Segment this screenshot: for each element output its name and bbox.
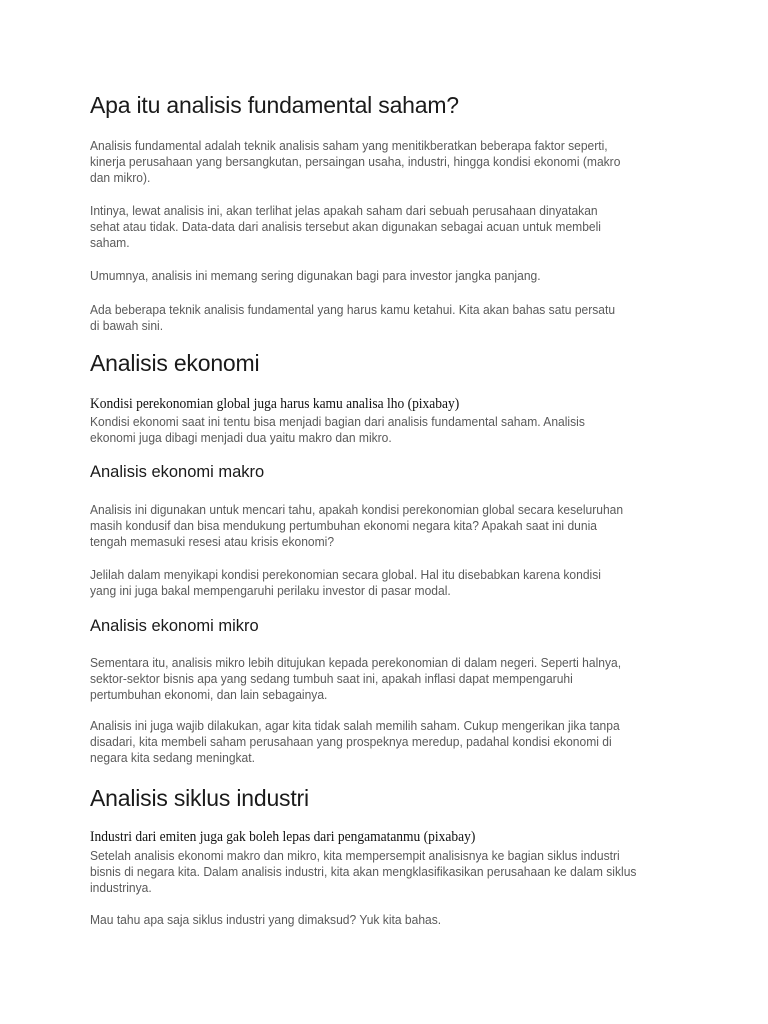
paragraph-line: Analisis ini juga wajib dilakukan, agar kita tidak salah memilih saham. Cukup mengerikan jika tanpa — [90, 719, 620, 733]
intro-paragraph-2 — [90, 203, 620, 251]
section-heading-analisis-ekonomi: Analisis ekonomi — [90, 350, 260, 376]
paragraph-line: Jelilah dalam menyikapi kondisi perekonomian secara global. Hal itu disebabkan karena kondisi — [90, 568, 601, 582]
paragraph-line: saham. — [90, 236, 130, 250]
paragraph-line: sektor-sektor bisnis apa yang sedang tumbuh saat ini, apakah inflasi dapat mempengaruhi — [90, 672, 573, 686]
section2-closing — [90, 912, 454, 928]
intro-paragraph-3 — [90, 268, 557, 284]
paragraph-line: Analisis ini digunakan untuk mencari tahu, apakah kondisi perekonomian global secara keseluruhan — [90, 503, 624, 517]
paragraph-line: pertumbuhan ekonomi, dan lain sebagainya. — [90, 688, 328, 702]
paragraph-line: tengah memasuki resesi atau krisis ekonomi? — [90, 535, 335, 549]
paragraph-line: Intinya, lewat analisis ini, akan terlihat jelas apakah saham dari sebuah perusahaan dinyatakan — [90, 204, 598, 218]
intro-paragraph-4 — [90, 302, 634, 334]
paragraph-line: Analisis fundamental adalah teknik analisis saham yang menitikberatkan beberapa faktor seperti, — [90, 139, 608, 153]
image-caption-industri: Industri dari emiten juga gak boleh lepas dari pengamatanmu (pixabay) — [90, 829, 476, 845]
paragraph-line: kinerja perusahaan yang bersangkutan, persaingan usaha, industri, hingga kondisi ekonomi (makro — [90, 155, 621, 169]
section-heading-siklus-industri: Analisis siklus industri — [90, 785, 309, 811]
paragraph-line: Setelah analisis ekonomi makro dan mikro, kita mempersempit analisisnya ke bagian siklus industri — [90, 849, 620, 863]
paragraph-line: ekonomi juga dibagi menjadi dua yaitu makro dan mikro. — [90, 431, 392, 445]
paragraph-line: yang ini juga bakal mempengaruhi perilaku investor di pasar modal. — [90, 584, 451, 598]
paragraph-line: Kondisi ekonomi saat ini tentu bisa menjadi bagian dari analisis fundamental saham. Analisis — [90, 415, 585, 429]
paragraph-line: negara kita sedang meningkat. — [90, 751, 255, 765]
article-title: Apa itu analisis fundamental saham? — [90, 92, 459, 118]
paragraph-line: industrinya. — [90, 881, 152, 895]
paragraph-line: sehat atau tidak. Data-data dari analisis tersebut akan digunakan sebagai acuan untuk membeli — [90, 220, 601, 234]
paragraph-line: Sementara itu, analisis mikro lebih ditujukan kepada perekonomian di dalam negeri. Seperti halnya, — [90, 656, 622, 670]
subheading-ekonomi-makro: Analisis ekonomi makro — [90, 463, 265, 481]
section2-body — [90, 848, 656, 896]
intro-paragraph-1 — [90, 138, 640, 186]
paragraph-line: di bawah sini. — [90, 319, 164, 333]
image-caption-ekonomi: Kondisi perekonomian global juga harus kamu analisa lho (pixabay) — [90, 396, 460, 412]
paragraph-line: bisnis di negara kita. Dalam analisis industri, kita akan mengklasifikasikan perusahaan ke dalam siklus — [90, 865, 637, 879]
mikro-paragraph-2 — [90, 718, 639, 766]
mikro-paragraph-1 — [90, 655, 640, 703]
paragraph-line: disadari, kita membeli saham perusahaan yang prospeknya meredup, padahal kondisi ekonomi di — [90, 735, 612, 749]
makro-paragraph-2 — [90, 567, 619, 599]
subheading-ekonomi-mikro: Analisis ekonomi mikro — [90, 617, 259, 635]
paragraph-line: Ada beberapa teknik analisis fundamental yang harus kamu ketahui. Kita akan bahas satu persatu — [90, 303, 616, 317]
section1-body — [90, 414, 603, 446]
paragraph-line: Umumnya, analisis ini memang sering digunakan bagi para investor jangka panjang. — [90, 269, 541, 283]
makro-paragraph-1 — [90, 502, 642, 550]
paragraph-line: Mau tahu apa saja siklus industri yang dimaksud? Yuk kita bahas. — [90, 913, 442, 927]
paragraph-line: masih kondusif dan bisa mendukung pertumbuhan ekonomi negara kita? Apakah saat ini dunia — [90, 519, 597, 533]
paragraph-line: dan mikro). — [90, 171, 151, 185]
